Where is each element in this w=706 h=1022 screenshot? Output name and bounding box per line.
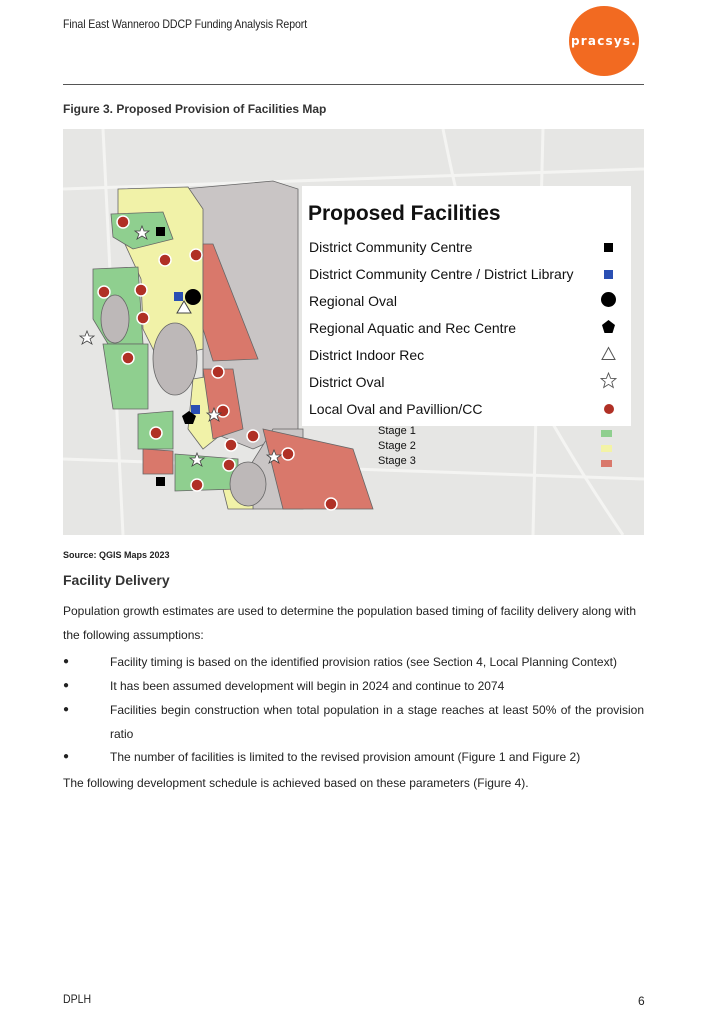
- legend-label: District Community Centre / District Library: [309, 266, 574, 282]
- map-legend: [302, 186, 631, 426]
- footer-org: DPLH: [63, 992, 92, 1006]
- black-circle-icon: [601, 292, 616, 307]
- red-dot-icon: [604, 404, 614, 414]
- legend-label: Local Oval and Pavillion/CC: [309, 401, 483, 417]
- list-item-text: Facility timing is based on the identified provision ratios (see Section 4, Local Planning Context): [110, 655, 617, 669]
- legend-item-district-indoor-rec: [309, 347, 424, 363]
- legend-item-aquatic-centre: [309, 320, 516, 336]
- report-title: Final East Wanneroo DDCP Funding Analysis Report: [63, 17, 308, 31]
- section-heading: Facility Delivery: [63, 572, 170, 588]
- bullet-icon: ●: [63, 751, 70, 762]
- facilities-map: [63, 129, 644, 535]
- black-pentagon-icon: [601, 319, 616, 334]
- legend-label: District Oval: [309, 374, 385, 390]
- legend-item-regional-oval: [309, 293, 397, 309]
- legend-item-district-library: [309, 266, 574, 282]
- stage-2-label: Stage 2: [378, 440, 416, 452]
- outro-paragraph: The following development schedule is achieved based on these parameters (Figure 4).: [63, 776, 529, 790]
- black-square-icon: [604, 243, 613, 252]
- header-divider: [63, 84, 644, 85]
- legend-label: Regional Oval: [309, 293, 397, 309]
- legend-item-local-oval: [309, 401, 483, 417]
- legend-item-district-oval: [309, 374, 384, 390]
- bullet-icon: ●: [63, 704, 70, 715]
- figure-source: Source: QGIS Maps 2023: [63, 550, 170, 560]
- bullet-icon: ●: [63, 680, 70, 691]
- list-item-text: Facilities begin construction when total population in a stage reaches at least 50% of the provision ratio: [110, 703, 644, 741]
- legend-item-district-community-centre: [309, 239, 472, 255]
- stage-1-label: Stage 1: [378, 425, 416, 437]
- bullet-icon: ●: [63, 656, 70, 667]
- stage-2-swatch: [601, 445, 612, 452]
- blue-square-icon: [604, 270, 613, 279]
- stage-3-swatch: [601, 460, 612, 467]
- legend-label: Regional Aquatic and Rec Centre: [309, 320, 517, 336]
- list-item-text: It has been assumed development will begin in 2024 and continue to 2074: [110, 679, 505, 693]
- page-number: 6: [638, 994, 645, 1008]
- stage-3-label: Stage 3: [378, 455, 416, 467]
- legend-label: District Community Centre: [309, 239, 473, 255]
- intro-paragraph: Population growth estimates are used to determine the population based timing of facility delivery along with the following assumptions:: [63, 604, 636, 642]
- legend-label: District Indoor Rec: [309, 347, 425, 363]
- stage-1-swatch: [601, 430, 612, 437]
- list-item-text: The number of facilities is limited to the revised provision amount (Figure 1 and Figure 2): [110, 750, 581, 764]
- star-outline-icon: [600, 372, 617, 389]
- triangle-outline-icon: [601, 346, 616, 361]
- figure-caption: Figure 3. Proposed Provision of Facilities Map: [63, 102, 327, 116]
- pracsys-logo: pracsys.: [569, 6, 639, 76]
- legend-title: Proposed Facilities: [308, 202, 501, 225]
